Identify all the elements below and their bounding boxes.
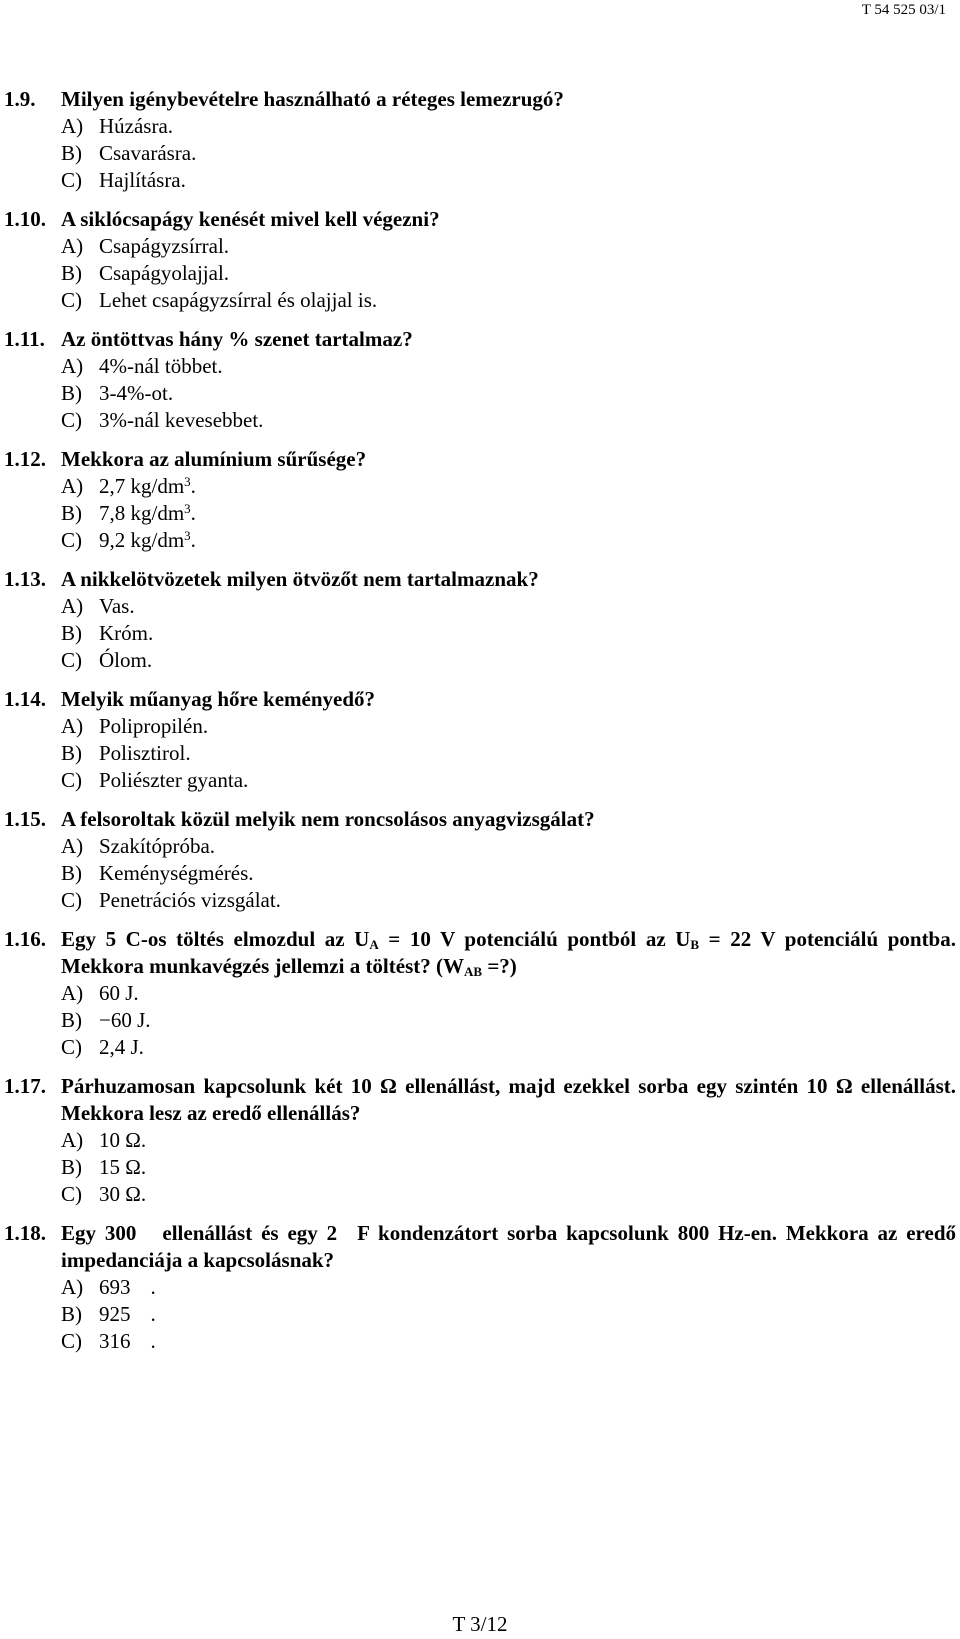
options xyxy=(61,473,960,554)
option-c xyxy=(61,767,960,794)
option-text: 3-4%-ot. xyxy=(99,381,174,405)
option-text: 9,2 kg/dm xyxy=(99,528,185,552)
option-b xyxy=(61,140,960,167)
question-1-10 xyxy=(0,206,960,314)
option-a xyxy=(61,353,960,380)
option-letter: B) xyxy=(61,621,82,645)
question-text: A nikkelötvözetek milyen ötvözőt nem tartalmaznak? xyxy=(61,567,539,591)
option-a xyxy=(61,1274,960,1301)
question-text: Milyen igénybevételre használható a réteges lemezrugó? xyxy=(61,87,564,111)
text-part: = 10 V potenciálú pontból az U xyxy=(378,927,691,951)
option-letter: A) xyxy=(61,474,84,498)
option-b xyxy=(61,1154,960,1181)
option-b xyxy=(61,1007,960,1034)
option-text: 3%-nál kevesebbet. xyxy=(99,408,264,432)
option-text: Csapágyzsírral. xyxy=(99,234,230,258)
document-code: T 54 525 03/1 xyxy=(861,2,946,18)
option-letter: A) xyxy=(61,1128,84,1152)
period: . xyxy=(190,528,196,552)
option-letter: A) xyxy=(61,234,84,258)
question-1-18 xyxy=(0,1220,960,1355)
option-text: 15 Ω. xyxy=(99,1155,147,1179)
options xyxy=(61,593,960,674)
option-a xyxy=(61,473,960,500)
option-letter: B) xyxy=(61,141,82,165)
option-letter: C) xyxy=(61,288,82,312)
exponent: 3 xyxy=(184,474,191,489)
option-text: Szakítópróba. xyxy=(99,834,216,858)
option-a xyxy=(61,980,960,1007)
page-number: T 3/12 xyxy=(452,1612,508,1636)
question-1-14 xyxy=(0,686,960,794)
option-letter: C) xyxy=(61,1035,82,1059)
option-letter: A) xyxy=(61,114,84,138)
option-text: Hajlításra. xyxy=(99,168,186,192)
question-text: Az öntöttvas hány % szenet tartalmaz? xyxy=(61,327,413,351)
exponent: 3 xyxy=(184,528,191,543)
question-text xyxy=(61,1220,956,1274)
question-number: 1.18. xyxy=(4,1221,46,1245)
option-text: 925 xyxy=(99,1302,131,1326)
question-1-9 xyxy=(0,86,960,194)
period: . xyxy=(190,501,196,525)
option-c xyxy=(61,407,960,434)
option-text: Ólom. xyxy=(99,648,153,672)
question-number: 1.10. xyxy=(4,207,46,231)
option-text: 30 Ω. xyxy=(99,1182,147,1206)
option-letter: C) xyxy=(61,528,82,552)
text-part: = 22 V potenciálú pontba. Mekkora munkavégzés jellemzi a töltést? (W xyxy=(61,927,956,978)
option-b xyxy=(61,860,960,887)
option-text: Vas. xyxy=(99,594,135,618)
option-letter: A) xyxy=(61,714,84,738)
option-letter: A) xyxy=(61,1275,84,1299)
option-text: Poliészter gyanta. xyxy=(99,768,249,792)
period: . xyxy=(150,1275,156,1299)
option-letter: A) xyxy=(61,981,84,1005)
option-text: Polipropilén. xyxy=(99,714,209,738)
text-part: ellenállást és egy 2 xyxy=(162,1221,338,1245)
option-text: −60 J. xyxy=(99,1008,151,1032)
question-number: 1.9. xyxy=(4,87,36,111)
question-number: 1.12. xyxy=(4,447,46,471)
option-letter: A) xyxy=(61,594,84,618)
question-number: 1.16. xyxy=(4,927,46,951)
option-text: Csapágyolajjal. xyxy=(99,261,230,285)
option-text: 316 xyxy=(99,1329,131,1353)
option-text: 2,7 kg/dm xyxy=(99,474,185,498)
option-letter: B) xyxy=(61,381,82,405)
option-letter: C) xyxy=(61,408,82,432)
question-text: Melyik műanyag hőre keményedő? xyxy=(61,687,376,711)
option-a xyxy=(61,713,960,740)
question-list xyxy=(0,86,960,1367)
options xyxy=(61,353,960,434)
option-b xyxy=(61,500,960,527)
options xyxy=(61,980,960,1061)
subscript: AB xyxy=(464,964,483,979)
option-text: 10 Ω. xyxy=(99,1128,147,1152)
option-letter: B) xyxy=(61,1008,82,1032)
option-text: 2,4 J. xyxy=(99,1035,144,1059)
question-text: Párhuzamosan kapcsolunk két 10 Ω ellenállást, majd ezekkel sorba egy szintén 10 Ω ellenállást. Mekkora lesz az eredő ellenállás? xyxy=(61,1074,956,1125)
option-b xyxy=(61,260,960,287)
option-letter: B) xyxy=(61,501,82,525)
options xyxy=(61,713,960,794)
option-a xyxy=(61,1127,960,1154)
option-text: Keménységmérés. xyxy=(99,861,254,885)
text-part: Egy 300 xyxy=(61,1221,137,1245)
option-a xyxy=(61,233,960,260)
option-a xyxy=(61,593,960,620)
question-1-13 xyxy=(0,566,960,674)
option-c xyxy=(61,1034,960,1061)
question-number: 1.11. xyxy=(4,327,45,351)
options xyxy=(61,233,960,314)
options xyxy=(61,833,960,914)
option-b xyxy=(61,1301,960,1328)
question-text: Mekkora az alumínium sűrűsége? xyxy=(61,447,367,471)
option-text: Csavarásra. xyxy=(99,141,197,165)
option-letter: C) xyxy=(61,168,82,192)
option-text: 60 J. xyxy=(99,981,139,1005)
option-text: 4%-nál többet. xyxy=(99,354,223,378)
period: . xyxy=(150,1302,156,1326)
option-letter: C) xyxy=(61,648,82,672)
text-part: Egy 5 C-os töltés elmozdul az U xyxy=(61,927,370,951)
subscript: B xyxy=(690,937,700,952)
question-1-16 xyxy=(0,926,960,1061)
question-1-17 xyxy=(0,1073,960,1208)
option-letter: B) xyxy=(61,861,82,885)
options xyxy=(61,113,960,194)
option-a xyxy=(61,113,960,140)
question-text: A felsoroltak közül melyik nem roncsolásos anyagvizsgálat? xyxy=(61,807,595,831)
option-c xyxy=(61,887,960,914)
option-letter: C) xyxy=(61,1329,82,1353)
option-text: Penetrációs vizsgálat. xyxy=(99,888,281,912)
option-c xyxy=(61,287,960,314)
option-text: 7,8 kg/dm xyxy=(99,501,185,525)
option-letter: B) xyxy=(61,1155,82,1179)
option-text: 693 xyxy=(99,1275,131,1299)
option-c xyxy=(61,647,960,674)
option-b xyxy=(61,620,960,647)
text-part: F kondenzátort sorba kapcsolunk 800 Hz-en. Mekkora az eredő impedanciája a kapcsolásnak? xyxy=(61,1221,957,1272)
question-text xyxy=(61,926,956,980)
exponent: 3 xyxy=(184,501,191,516)
option-text: Króm. xyxy=(99,621,154,645)
subscript: A xyxy=(369,937,379,952)
option-c xyxy=(61,527,960,554)
option-text: Polisztirol. xyxy=(99,741,191,765)
option-b xyxy=(61,380,960,407)
option-letter: C) xyxy=(61,888,82,912)
option-letter: C) xyxy=(61,768,82,792)
option-letter: B) xyxy=(61,1302,82,1326)
question-number: 1.13. xyxy=(4,567,46,591)
period: . xyxy=(150,1329,156,1353)
text-part: =?) xyxy=(482,954,517,978)
option-letter: B) xyxy=(61,261,82,285)
question-1-11 xyxy=(0,326,960,434)
question-number: 1.14. xyxy=(4,687,46,711)
options xyxy=(61,1274,960,1355)
question-number: 1.17. xyxy=(4,1074,46,1098)
option-c xyxy=(61,1328,960,1355)
period: . xyxy=(190,474,196,498)
question-1-15 xyxy=(0,806,960,914)
option-letter: A) xyxy=(61,354,84,378)
option-letter: A) xyxy=(61,834,84,858)
option-text: Lehet csapágyzsírral és olajjal is. xyxy=(99,288,378,312)
option-b xyxy=(61,740,960,767)
question-1-12 xyxy=(0,446,960,554)
options xyxy=(61,1127,960,1208)
option-a xyxy=(61,833,960,860)
option-text: Húzásra. xyxy=(99,114,174,138)
option-letter: C) xyxy=(61,1182,82,1206)
option-c xyxy=(61,167,960,194)
question-text: A siklócsapágy kenését mivel kell végezni? xyxy=(61,207,440,231)
option-c xyxy=(61,1181,960,1208)
question-number: 1.15. xyxy=(4,807,46,831)
option-letter: B) xyxy=(61,741,82,765)
